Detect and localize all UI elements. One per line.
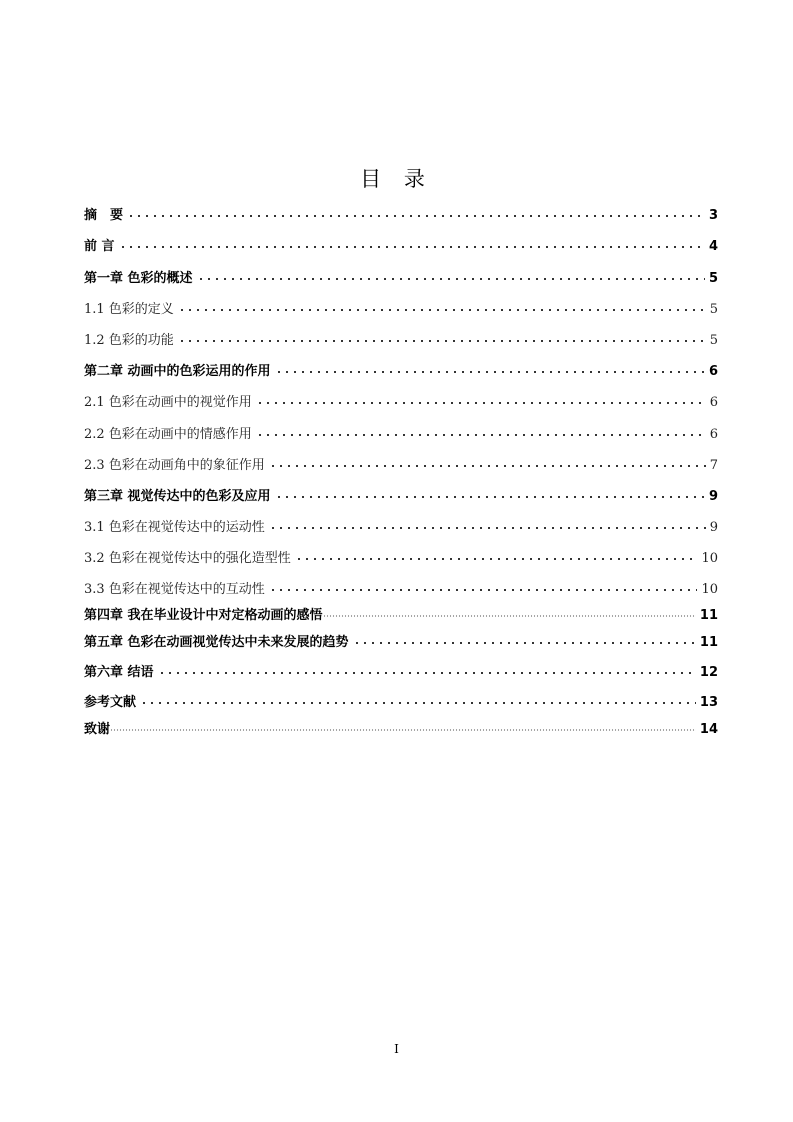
dot-leader [269,464,706,468]
toc-entry-2-2[interactable] [84,422,718,442]
toc-label: 致谢 [84,722,111,737]
toc-page: 9 [708,489,718,504]
toc-entry-chapter-2[interactable] [84,359,718,379]
dot-leader [295,557,698,561]
dot-leader [256,401,706,405]
toc-label: 3.3 色彩在视觉传达中的互动性 [84,582,265,597]
toc-page: 4 [708,239,718,254]
toc-entry-1-2[interactable] [84,328,718,348]
toc-label: 第四章 我在毕业设计中对定格动画的感悟 [84,608,323,623]
dot-leader [110,728,696,732]
toc-page: 10 [701,582,718,597]
toc-label: 2.1 色彩在动画中的视觉作用 [84,395,252,410]
toc-page: 6 [709,427,718,442]
toc-label: 1.2 色彩的功能 [84,333,174,348]
toc-label: 参考文献 [84,695,137,710]
toc-page: 5 [709,333,718,348]
dot-leader [178,308,706,312]
dot-leader [127,214,705,218]
toc-title: 目 录 [360,167,433,191]
dot-leader [140,701,696,705]
toc-label: 摘 要 [84,208,124,223]
dot-leader [178,339,706,343]
toc-label: 3.2 色彩在视觉传达中的强化造型性 [84,551,291,566]
toc-page: 5 [708,271,718,286]
toc-entry-1-1[interactable] [84,297,718,317]
toc-page: 5 [709,302,718,317]
dot-leader [119,245,705,249]
toc-page: 11 [699,635,718,650]
toc-entry-chapter-4[interactable] [84,603,718,623]
toc-entry-3-3[interactable] [84,577,718,597]
toc-page: 10 [701,551,718,566]
toc-page: 7 [709,458,718,473]
toc-entry-chapter-3[interactable] [84,484,718,504]
dot-leader [275,370,705,374]
toc-label: 第三章 视觉传达中的色彩及应用 [84,489,271,504]
toc-entry-3-1[interactable] [84,515,718,535]
dot-leader [353,641,696,645]
toc-label: 2.3 色彩在动画角中的象征作用 [84,458,265,473]
toc-label: 3.1 色彩在视觉传达中的运动性 [84,520,265,535]
toc-page: 6 [708,364,718,379]
toc-entry-3-2[interactable] [84,546,718,566]
dot-leader [197,277,705,281]
dot-leader [269,588,698,592]
toc-page: 3 [708,208,718,223]
toc-entry-chapter-1[interactable] [84,266,718,286]
toc-label: 1.1 色彩的定义 [84,302,174,317]
toc-page: 11 [699,608,718,623]
toc-page: 13 [699,695,718,710]
dot-leader [275,495,705,499]
toc-page: 6 [709,395,718,410]
dot-leader [256,433,706,437]
toc-label: 2.2 色彩在动画中的情感作用 [84,427,252,442]
page-number: I [394,1042,399,1056]
toc-page: 12 [699,665,718,680]
toc-entry-abstract[interactable] [84,203,718,223]
toc-entry-chapter-6[interactable] [84,660,718,680]
toc-entry-references[interactable] [84,690,718,710]
toc-label: 第一章 色彩的概述 [84,271,193,286]
toc-entry-2-3[interactable] [84,453,718,473]
toc-label: 前 言 [84,239,115,254]
toc-label: 第五章 色彩在动画视觉传达中未来发展的趋势 [84,635,349,650]
dot-leader [323,614,696,618]
toc-entry-chapter-5[interactable] [84,630,718,650]
toc-entry-2-1[interactable] [84,390,718,410]
toc-label: 第六章 结语 [84,665,154,680]
toc-entry-preface[interactable] [84,234,718,254]
dot-leader [269,526,706,530]
toc-page: 14 [699,722,718,737]
toc-label: 第二章 动画中的色彩运用的作用 [84,364,271,379]
toc-page: 9 [709,520,718,535]
toc-entry-acknowledgements[interactable] [84,717,718,737]
dot-leader [158,671,696,675]
